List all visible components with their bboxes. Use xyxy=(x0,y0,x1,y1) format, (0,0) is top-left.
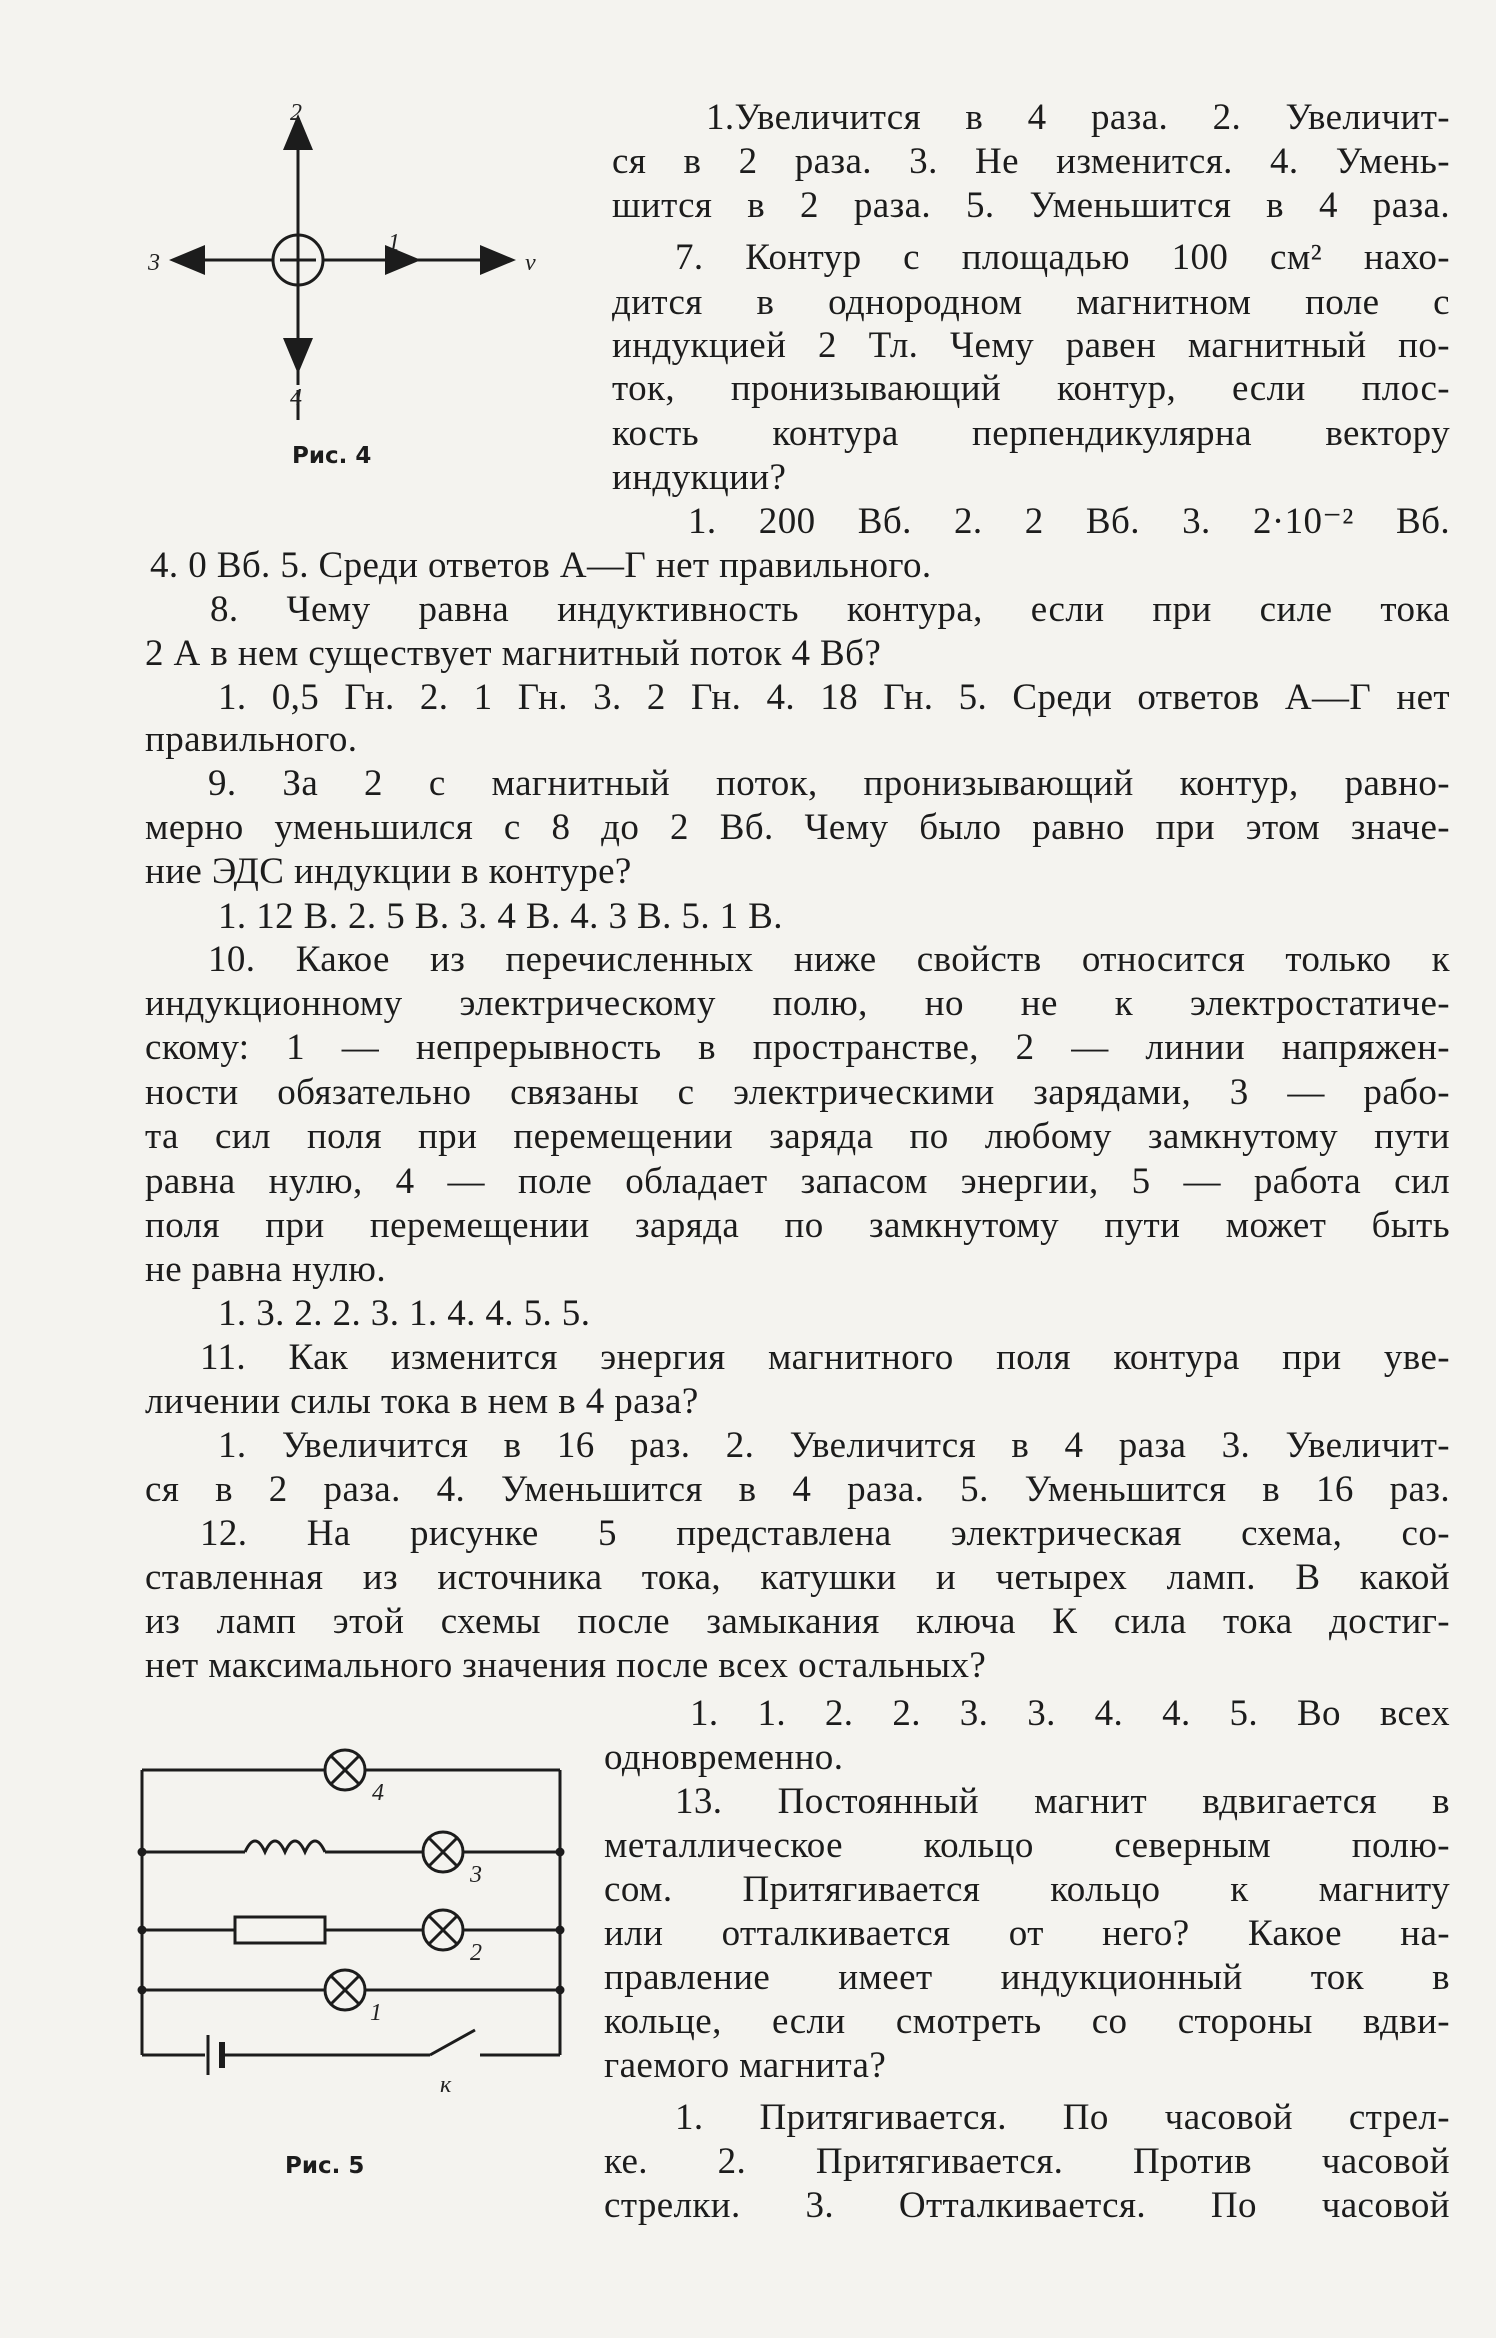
text-line: сом. Притягивается кольцо к магниту xyxy=(604,1869,1450,1910)
text-line: правление имеет индукционный ток в xyxy=(604,1957,1450,1998)
text-line: правильного. xyxy=(145,719,358,760)
resistor xyxy=(235,1917,325,1943)
fig4-label-v: v⃗ xyxy=(525,250,555,276)
text-line: 4. 0 Вб. 5. Среди ответов А—Г нет правильного. xyxy=(150,545,932,586)
text-line: 10. Какое из перечисленных ниже свойств относится только к xyxy=(208,939,1450,980)
text-line: 8. Чему равна индуктивность контура, если при силе тока xyxy=(210,589,1450,630)
figure-4-caption: Рис. 4 xyxy=(292,443,372,469)
key-label: к xyxy=(440,2072,452,2098)
battery xyxy=(208,2035,222,2075)
text-line: кольце, если смотреть со стороны вдви- xyxy=(604,2001,1450,2042)
figure-4-diagram xyxy=(140,100,560,420)
text-line: 12. На рисунке 5 представлена электрическая схема, со- xyxy=(200,1513,1450,1554)
text-line: одновременно. xyxy=(604,1737,844,1778)
text-line: та сил поля при перемещении заряда по любому замкнутому пути xyxy=(145,1116,1450,1157)
text-line: 1. Притягивается. По часовой стрел- xyxy=(675,2097,1450,2138)
text-line: равна нулю, 4 — поле обладает запасом энергии, 5 — работа сил xyxy=(145,1161,1450,1202)
text-line: кость контура перпендикулярна вектору xyxy=(612,413,1450,454)
text-line: 2 А в нем существует магнитный поток 4 Вб? xyxy=(145,633,882,674)
text-line: ности обязательно связаны с электрическими зарядами, 3 — рабо- xyxy=(145,1072,1450,1113)
text-line: 1. 0,5 Гн. 2. 1 Гн. 3. 2 Гн. 4. 18 Гн. 5. Среди ответов А—Г нет xyxy=(218,677,1450,718)
lamp-4-label: 4 xyxy=(372,1780,384,1806)
lamp-3-label: 3 xyxy=(470,1862,482,1888)
text-line: 9. За 2 с магнитный поток, пронизывающий контур, равно- xyxy=(208,763,1450,804)
text-line: индукции? xyxy=(612,457,787,498)
text-line: 11. Как изменится энергия магнитного поля контура при уве- xyxy=(200,1337,1450,1378)
text-line: нет максимального значения после всех остальных? xyxy=(145,1645,987,1686)
text-line: гаемого магнита? xyxy=(604,2045,887,2086)
text-line: личении силы тока в нем в 4 раза? xyxy=(145,1381,699,1422)
text-line: дится в однородном магнитном поле с xyxy=(612,282,1450,323)
lamp-3 xyxy=(423,1832,463,1872)
text-line: стрелки. 3. Отталкивается. По часовой xyxy=(604,2185,1450,2226)
text-line: поля при перемещении заряда по замкнутому пути может быть xyxy=(145,1205,1450,1246)
text-line: мерно уменьшился с 8 до 2 Вб. Чему было равно при этом значе- xyxy=(145,807,1450,848)
text-line: ке. 2. Притягивается. Против часовой xyxy=(604,2141,1450,2182)
text-line: шится в 2 раза. 5. Уменьшится в 4 раза. xyxy=(612,185,1450,226)
text-line: индукционному электрическому полю, но не к электростатиче- xyxy=(145,983,1450,1024)
text-line: 1. 12 В. 2. 5 В. 3. 4 В. 4. 3 В. 5. 1 В. xyxy=(218,896,783,937)
figure-5-caption: Рис. 5 xyxy=(285,2153,365,2179)
lamp-1-label: 1 xyxy=(370,2000,382,2026)
text-line: ся в 2 раза. 4. Уменьшится в 4 раза. 5. Уменьшится в 16 раз. xyxy=(145,1469,1450,1510)
lamp-2 xyxy=(423,1910,463,1950)
text-line: ток, пронизывающий контур, если плос- xyxy=(612,368,1450,409)
text-line: не равна нулю. xyxy=(145,1249,386,1290)
text-line: 1. 1. 2. 2. 3. 3. 4. 4. 5. Во всех xyxy=(690,1693,1450,1734)
fig4-label-3: 3 xyxy=(148,250,160,276)
text-line: индукцией 2 Тл. Чему равен магнитный по- xyxy=(612,325,1450,366)
text-line: 7. Контур с площадью 100 см² нахо- xyxy=(675,237,1450,278)
text-line: 13. Постоянный магнит вдвигается в xyxy=(675,1781,1450,1822)
coil-inductor xyxy=(245,1841,325,1852)
lamp-4 xyxy=(325,1750,365,1790)
fig4-label-1: 1 xyxy=(388,230,400,256)
text-line: 1. 3. 2. 2. 3. 1. 4. 4. 5. 5. xyxy=(218,1293,591,1334)
lamp-2-label: 2 xyxy=(470,1940,482,1966)
fig4-label-2: 2 xyxy=(290,100,302,126)
text-line: ставленная из источника тока, катушки и четырех ламп. В какой xyxy=(145,1557,1450,1598)
text-line: скому: 1 — непрерывность в пространстве, 2 — линии напряжен- xyxy=(145,1027,1450,1068)
text-line: 1. Увеличится в 16 раз. 2. Увеличится в 4 раза 3. Увеличит- xyxy=(218,1425,1450,1466)
key-switch xyxy=(430,2030,475,2055)
lamp-1 xyxy=(325,1970,365,2010)
fig4-label-4: 4 xyxy=(290,385,302,411)
text-line: 1.Увеличится в 4 раза. 2. Увеличит- xyxy=(706,97,1450,138)
text-line: металлическое кольцо северным полю- xyxy=(604,1825,1450,1866)
text-line: или отталкивается от него? Какое на- xyxy=(604,1913,1450,1954)
text-line: из ламп этой схемы после замыкания ключа К сила тока достиг- xyxy=(145,1601,1450,1642)
text-line: ние ЭДС индукции в контуре? xyxy=(145,851,632,892)
text-line: ся в 2 раза. 3. Не изменится. 4. Умень- xyxy=(612,141,1450,182)
text-line: 1. 200 Вб. 2. 2 Вб. 3. 2·10⁻² Вб. xyxy=(688,501,1450,542)
figure-5-circuit xyxy=(130,1730,570,2130)
